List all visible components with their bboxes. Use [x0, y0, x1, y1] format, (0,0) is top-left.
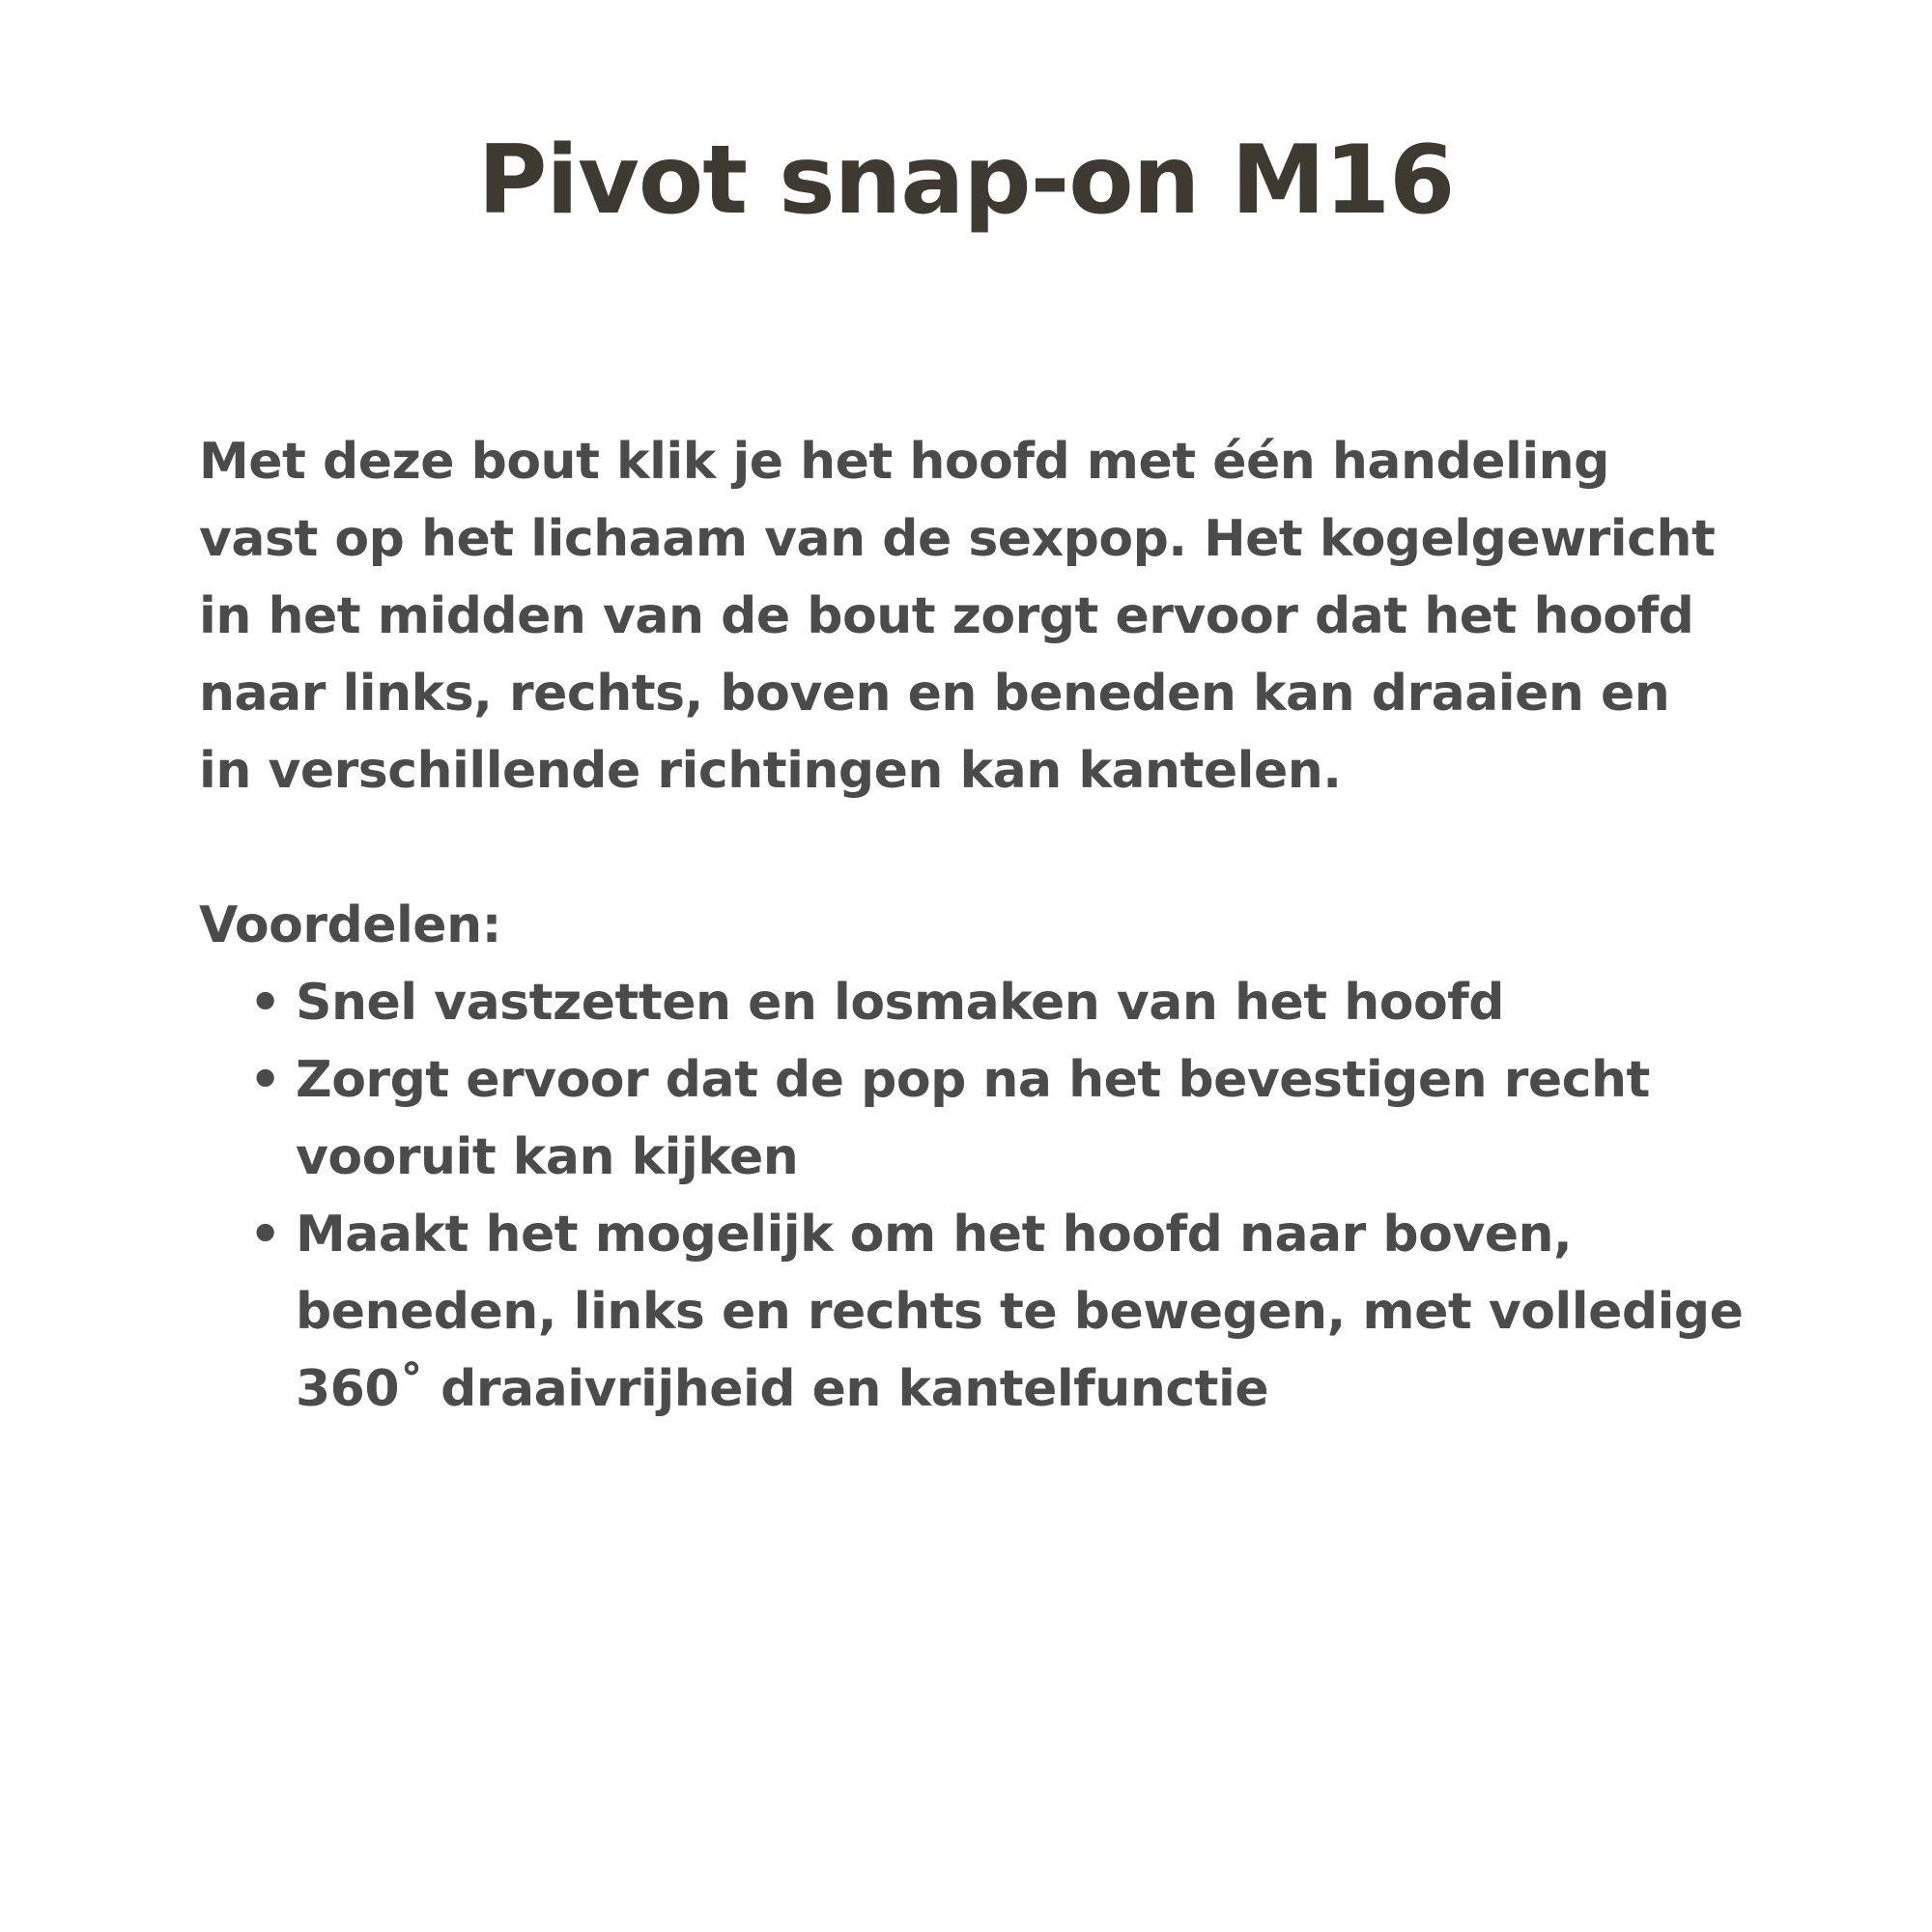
intro-paragraph: Met deze bout klik je het hoofd met één handeling vast op het lichaam van de sexpop. Het kogelgewricht in het midden van de bout zorgt ervoor dat het hoofd naar links, rechts, boven en beneden kan draaien en in verschillende richtingen kan kantelen.	[199, 433, 1716, 800]
benefit-item-2	[199, 1041, 1764, 1196]
benefits-list	[199, 964, 1745, 1428]
benefit-item-1	[199, 964, 1764, 1041]
benefit-text: Maakt het mogelijk om het hoofd naar boven, beneden, links en rechts te bewegen, met volledige 360˚ draaivrijheid en kantelfunctie	[296, 1206, 1744, 1418]
benefit-item-3	[199, 1196, 1764, 1428]
benefits-heading: Voordelen:	[199, 896, 501, 954]
description-block	[199, 423, 1745, 1428]
page-title: Pivot snap-on M16	[477, 126, 1455, 236]
benefit-text: Snel vastzetten en losmaken van het hoofd	[296, 974, 1505, 1032]
bullet-icon: •	[249, 1051, 281, 1109]
bullet-icon: •	[249, 974, 281, 1032]
bullet-icon: •	[249, 1206, 281, 1264]
benefit-text: Zorgt ervoor dat de pop na het bevestigen recht vooruit kan kijken	[296, 1051, 1650, 1186]
